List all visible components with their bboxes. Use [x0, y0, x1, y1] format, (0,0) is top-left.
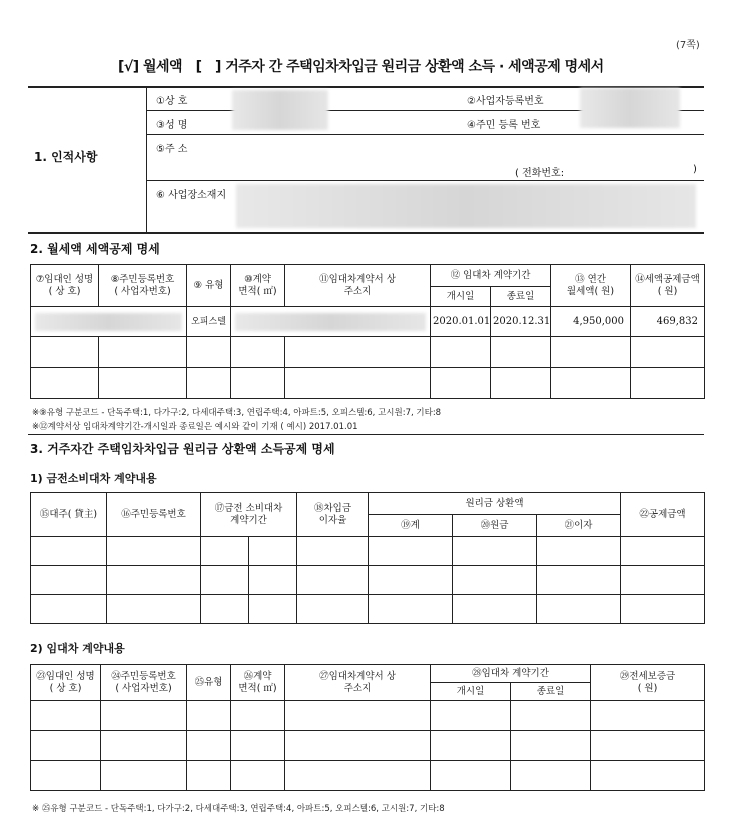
lease-type-code-note: ※ ㉕유형 구분코드 - 단독주택:1, 다가구:2, 다세대주택:3, 연립주택:4, 아파트:5, 오피스텔:6, 고시원:7, 기타:8 — [32, 804, 445, 814]
workplace-value-redacted — [236, 184, 696, 228]
rent-deduction-table — [30, 264, 705, 399]
col-lender: ⑮대주( 貸主) — [31, 493, 107, 537]
trade-name-value-redacted — [232, 90, 328, 130]
table-row — [31, 337, 705, 368]
table-row — [31, 368, 705, 399]
landlord-cell — [31, 307, 187, 337]
col-lease-resident-no: ㉔주민등록번호 ( 사업자번호) — [101, 665, 187, 701]
table-row — [31, 701, 705, 731]
sub2-heading: 2) 임대차 계약내용 — [30, 642, 125, 655]
col-repay: 원리금 상환액 — [369, 493, 621, 515]
deduction-cell: 469,832 — [631, 307, 705, 337]
section1-bottom-rule — [28, 232, 704, 234]
col-lender-resident-no: ⑯주민등록번호 — [107, 493, 201, 537]
table-row — [31, 537, 705, 566]
col-lease-start: 개시일 — [431, 683, 511, 701]
section3-top-rule — [28, 434, 704, 435]
table-row — [31, 761, 705, 791]
lease-table — [30, 664, 705, 791]
landlord-redacted — [35, 313, 182, 331]
section3-heading: 3. 거주자간 주택임차차입금 원리금 상환액 소득공제 명세 — [30, 442, 335, 456]
page-number: (7쪽) — [676, 40, 700, 51]
col-lease-end: 종료일 — [511, 683, 591, 701]
col-area: ⑩계약 면적( ㎡) — [231, 265, 285, 307]
loan-table — [30, 492, 705, 624]
type-cell: 오피스텔 — [187, 307, 231, 337]
sub1-heading: 1) 금전소비대차 계약내용 — [30, 472, 157, 485]
table-row — [31, 731, 705, 761]
phone-label: ( 전화번호: — [515, 168, 565, 179]
col-type: ⑨ 유형 — [187, 265, 231, 307]
end-cell: 2020.12.31 — [491, 307, 551, 337]
workplace-label: ⑥ 사업장소재지 — [156, 190, 227, 201]
col-annual-rent: ⑬ 연간 월세액( 원) — [551, 265, 631, 307]
start-cell: 2020.01.01 — [431, 307, 491, 337]
col-deduction: ⑭세액공제금액 ( 원) — [631, 265, 705, 307]
col-landlord: ⑦임대인 성명 ( 상 호) — [31, 265, 99, 307]
annual-rent-cell: 4,950,000 — [551, 307, 631, 337]
col-lease-landlord: ㉓임대인 성명 ( 상 호) — [31, 665, 101, 701]
col-loan-deduction: ㉒공제금액 — [621, 493, 705, 537]
col-lease-address: ㉗임대차계약서 상 주소지 — [285, 665, 431, 701]
section1-heading: 1. 인적사항 — [34, 150, 98, 164]
col-rate: ⑱차입금 이자율 — [297, 493, 369, 537]
type-code-note: ※⑨유형 구분코드 - 단독주택:1, 다가구:2, 다세대주택:3, 연립주택:4, 아파트:5, 오피스텔:6, 고시원:7, 기타:8 — [32, 408, 442, 418]
col-period: ⑫ 임대차 계약기간 — [431, 265, 551, 287]
col-lease-area: ㉖계약 면적( ㎡) — [231, 665, 285, 701]
form-title: [√] 월세액 [ ] 거주자 간 주택임차차입금 원리금 상환액 소득 · 세액공제 명세서 — [118, 59, 604, 75]
table-row — [31, 307, 705, 337]
address-cell — [231, 307, 431, 337]
col-interest: ㉑이자 — [537, 515, 621, 537]
section1-divider — [146, 87, 147, 232]
address-label: ⑤주 소 — [156, 144, 188, 155]
row-line — [146, 180, 704, 181]
col-principal: ⑳원금 — [453, 515, 537, 537]
col-loan-period: ⑰금전 소비대차 계약기간 — [201, 493, 297, 537]
phone-close: ) — [693, 164, 697, 175]
address-redacted — [235, 313, 426, 331]
trade-name-label: ①상 호 — [156, 96, 188, 107]
period-note: ※⑫계약서상 임대차계약기간-개시일과 종료일은 예시와 같이 기재 ( 예시) 2017.01.01 — [32, 422, 358, 432]
col-address: ⑪임대차계약서 상 주소지 — [285, 265, 431, 307]
col-deposit: ㉙전세보증금 ( 원) — [591, 665, 705, 701]
col-resident-no: ⑧주민등록번호 ( 사업자번호) — [99, 265, 187, 307]
resident-no-label: ④주민 등록 번호 — [467, 120, 541, 131]
col-lease-period: ㉘임대차 계약기간 — [431, 665, 591, 683]
table-row — [31, 595, 705, 624]
biz-reg-value-redacted — [580, 88, 680, 128]
col-start: 개시일 — [431, 287, 491, 307]
name-label: ③성 명 — [156, 120, 188, 131]
table-row — [31, 566, 705, 595]
col-lease-type: ㉕유형 — [187, 665, 231, 701]
biz-reg-label: ②사업자등록번호 — [467, 96, 544, 107]
col-total: ⑲계 — [369, 515, 453, 537]
section2-heading: 2. 월세액 세액공제 명세 — [30, 242, 160, 256]
row-line — [146, 134, 704, 135]
col-end: 종료일 — [491, 287, 551, 307]
